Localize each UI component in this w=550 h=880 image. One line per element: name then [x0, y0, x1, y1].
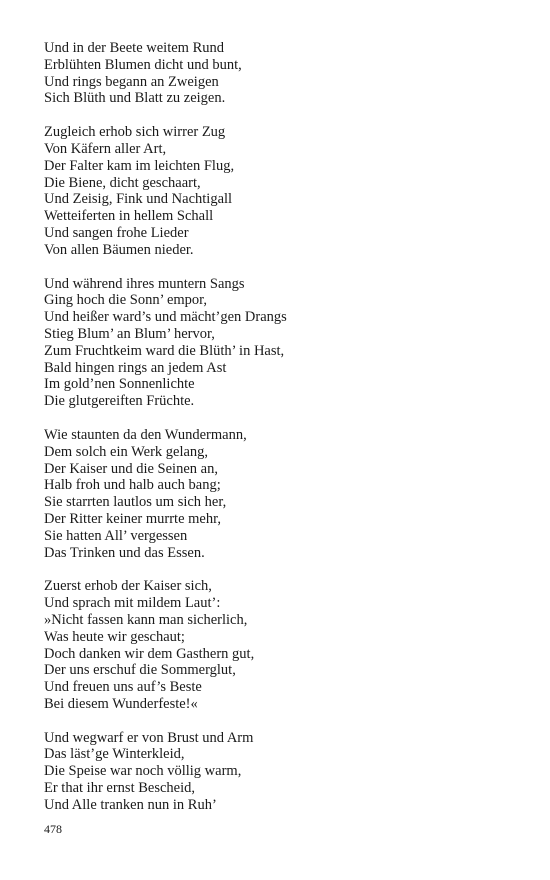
- verse-line: Im gold’nen Sonnenlichte: [44, 376, 195, 393]
- verse-line: Der uns erschuf die Sommerglut,: [44, 662, 236, 679]
- verse-line: Wie staunten da den Wundermann,: [44, 426, 247, 443]
- verse-line: Ging hoch die Sonn’ empor,: [44, 292, 208, 309]
- verse-line: Zugleich erhob sich wirrer Zug: [44, 124, 226, 141]
- verse-line: Er that ihr ernst Bescheid,: [44, 780, 195, 797]
- verse-line: Und wegwarf er von Brust und Arm: [44, 729, 254, 746]
- verse-line: Sie starrten lautlos um sich her,: [44, 494, 227, 511]
- verse-line: Zuerst erhob der Kaiser sich,: [44, 578, 212, 595]
- verse-line: Zum Fruchtkeim ward die Blüth’ in Hast,: [44, 342, 285, 359]
- verse-line: Und rings begann an Zweigen: [44, 73, 219, 90]
- poem-text: [44, 40, 524, 831]
- verse-line: Und heißer ward’s und mächt’gen Drangs: [44, 309, 287, 326]
- stanza-2: [44, 124, 524, 258]
- stanza-6: [44, 730, 524, 814]
- verse-line: Und Zeisig, Fink und Nachtigall: [44, 191, 233, 208]
- verse-line: Das läst’ge Winterkleid,: [44, 746, 185, 763]
- verse-line: Und Alle tranken nun in Ruh’: [44, 796, 217, 813]
- verse-line: Bei diesem Wunderfeste!«: [44, 695, 198, 712]
- verse-line: Die Biene, dicht geschaart,: [44, 174, 201, 191]
- verse-line: Und freuen uns auf’s Beste: [44, 679, 202, 696]
- verse-line: Der Kaiser und die Seinen an,: [44, 460, 218, 477]
- verse-line: Dem solch ein Werk gelang,: [44, 443, 209, 460]
- verse-line: Stieg Blum’ an Blum’ hervor,: [44, 325, 215, 342]
- page-number: 478: [44, 822, 62, 836]
- verse-line: Wetteiferten in hellem Schall: [44, 208, 214, 225]
- verse-line: Und sangen frohe Lieder: [44, 224, 189, 241]
- verse-line: »Nicht fassen kann man sicherlich,: [44, 611, 248, 628]
- verse-line: Erblühten Blumen dicht und bunt,: [44, 56, 242, 73]
- stanza-4: [44, 427, 524, 561]
- verse-line: Der Ritter keiner murrte mehr,: [44, 510, 221, 527]
- verse-line: Von allen Bäumen nieder.: [44, 241, 194, 258]
- verse-line: Das Trinken und das Essen.: [44, 544, 205, 561]
- stanza-5: [44, 578, 524, 712]
- verse-line: Und während ihres muntern Sangs: [44, 275, 245, 292]
- verse-line: Bald hingen rings an jedem Ast: [44, 359, 227, 376]
- verse-line: Halb froh und halb auch bang;: [44, 477, 221, 494]
- verse-line: Doch danken wir dem Gasthern gut,: [44, 645, 255, 662]
- verse-line: Sich Blüth und Blatt zu zeigen.: [44, 90, 226, 107]
- verse-line: Und in der Beete weitem Rund: [44, 40, 224, 56]
- verse-line: Sie hatten All’ vergessen: [44, 527, 188, 544]
- verse-line: Die glutgereiften Früchte.: [44, 393, 195, 410]
- verse-line: Der Falter kam im leichten Flug,: [44, 157, 235, 174]
- verse-line: Was heute wir geschaut;: [44, 628, 185, 645]
- stanza-1: [44, 40, 524, 107]
- stanza-3: [44, 276, 524, 410]
- verse-line: Von Käfern aller Art,: [44, 140, 167, 157]
- verse-line: Die Speise war noch völlig warm,: [44, 763, 242, 780]
- verse-line: Und sprach mit mildem Laut’:: [44, 595, 221, 612]
